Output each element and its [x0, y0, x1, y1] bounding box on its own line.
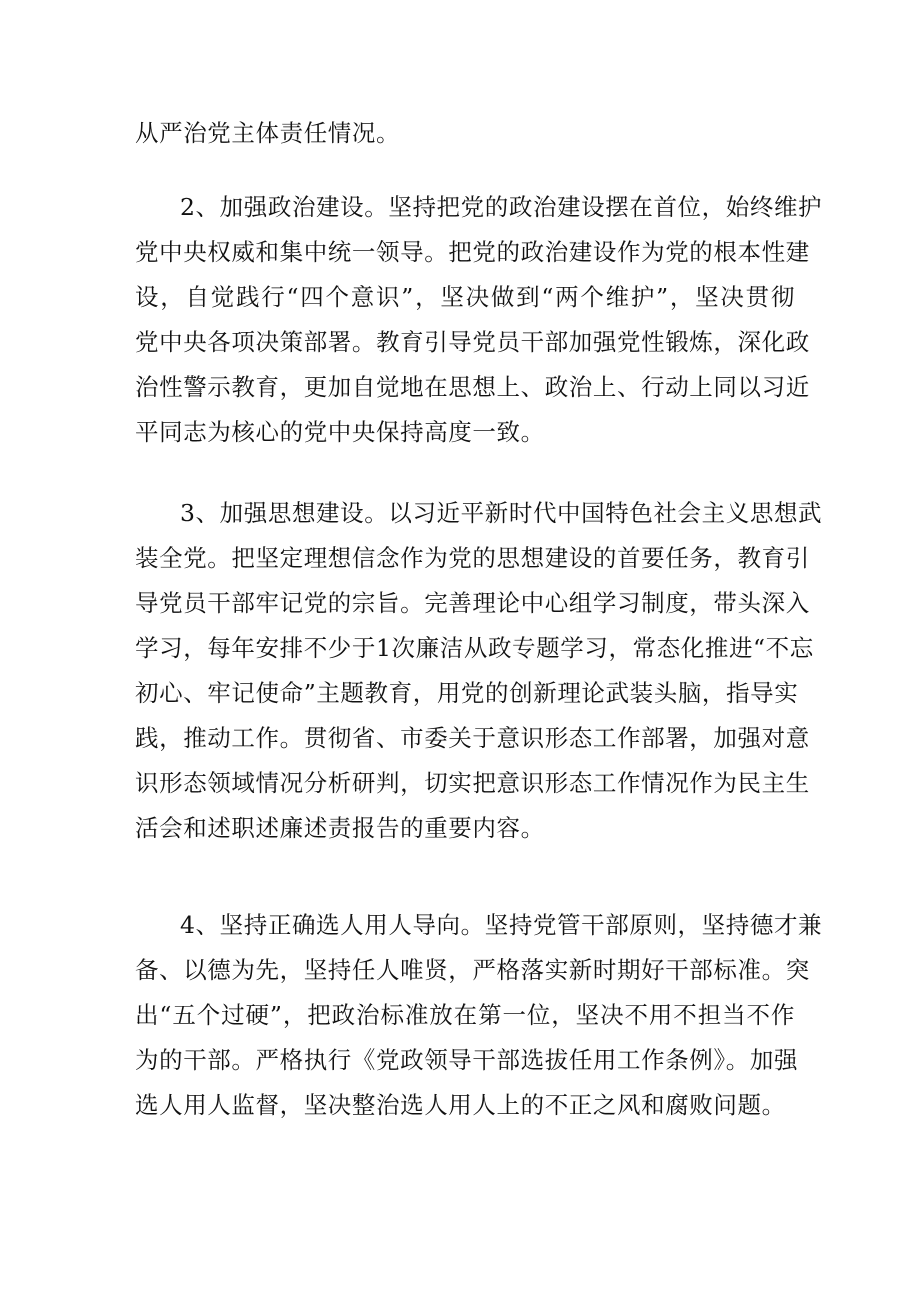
paragraph-line: 出“五个过硬”，把政治标准放在第一位，坚决不用不担当不作	[135, 1001, 795, 1029]
paragraph-line: 从严治党主体责任情况。	[135, 119, 401, 147]
paragraph-line: 初心、牢记使命”主题教育，用党的创新理论武装头脑，指导实	[135, 679, 799, 707]
paragraph-line: 导党员干部牢记党的宗旨。完善理论中心组学习制度，带头深入	[135, 589, 810, 617]
paragraph-line: 3、加强思想建设。以习近平新时代中国特色社会主义思想武	[180, 499, 823, 527]
paragraph-line: 识形态领域情况分析研判，切实把意识形态工作情况作为民主生	[135, 769, 810, 797]
paragraph-line: 备、以德为先，坚持任人唯贤，严格落实新时期好干部标准。突	[135, 956, 810, 984]
paragraph-line: 设，自觉践行“四个意识”，坚决做到“两个维护”，坚决贯彻	[135, 283, 795, 311]
paragraph-line: 活会和述职述廉述责报告的重要内容。	[135, 814, 545, 842]
paragraph-line: 党中央各项决策部署。教育引导党员干部加强党性锻炼，深化政	[135, 328, 810, 356]
paragraph-line: 4、坚持正确选人用人导向。坚持党管干部原则，坚持德才兼	[180, 911, 823, 939]
paragraph-line: 践，推动工作。贯彻省、市委关于意识形态工作部署，加强对意	[135, 724, 810, 752]
paragraph-line: 装全党。把坚定理想信念作为党的思想建设的首要任务，教育引	[135, 544, 810, 572]
paragraph-line: 平同志为核心的党中央保持高度一致。	[135, 418, 545, 446]
paragraph-line: 党中央权威和集中统一领导。把党的政治建设作为党的根本性建	[135, 238, 810, 266]
paragraph-line: 2、加强政治建设。坚持把党的政治建设摆在首位，始终维护	[180, 193, 823, 221]
paragraph-line: 学习，每年安排不少于1次廉洁从政专题学习，常态化推进“不忘	[135, 634, 814, 662]
paragraph-line: 为的干部。严格执行《党政领导干部选拔任用工作条例》。加强	[135, 1046, 799, 1074]
paragraph-line: 选人用人监督，坚决整治选人用人上的不正之风和腐败问题。	[135, 1091, 786, 1119]
paragraph-line: 治性警示教育，更加自觉地在思想上、政治上、行动上同以习近	[135, 373, 810, 401]
